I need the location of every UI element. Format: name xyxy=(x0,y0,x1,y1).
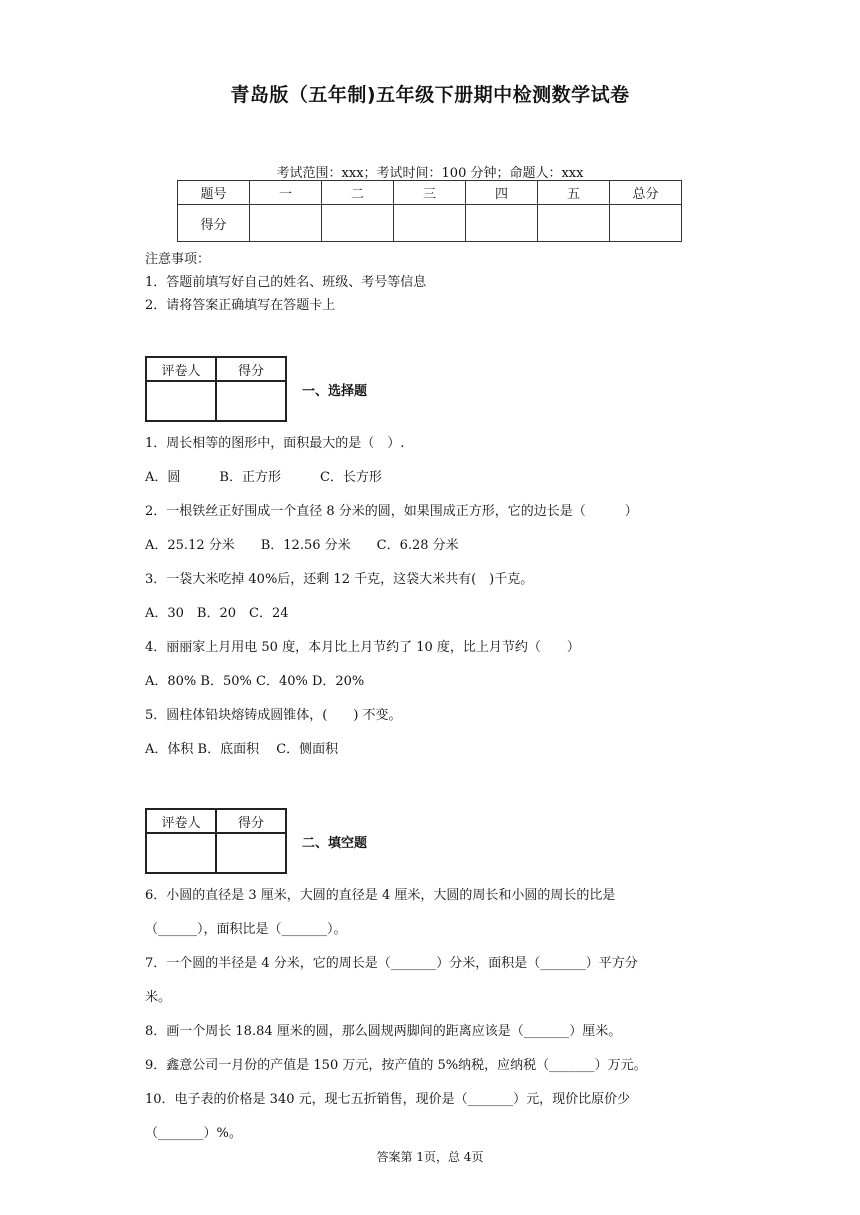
notes xyxy=(145,248,426,317)
page-footer: 答案第 1页，总 4页 xyxy=(376,1150,484,1164)
score-table-header-cell: 一 xyxy=(250,181,322,205)
grader-reviewer-label: 评卷人 xyxy=(146,809,216,833)
grader-score-label: 得分 xyxy=(216,809,286,833)
grader-reviewer-label: 评卷人 xyxy=(146,357,216,381)
page-title: 青岛版（五年制)五年级下册期中检测数学试卷 xyxy=(230,84,630,106)
grader-box xyxy=(145,356,287,422)
option-line: A．30 B．20 C．24 xyxy=(145,606,289,621)
grader-box xyxy=(145,808,287,874)
section-title: 一、选择题 xyxy=(302,384,368,399)
score-table-header-cell: 五 xyxy=(538,181,610,205)
score-cell[interactable] xyxy=(394,205,466,242)
note-item: 2．请将答案正确填写在答题卡上 xyxy=(145,298,336,313)
question-line: 6．小圆的直径是 3 厘米，大圆的直径是 4 厘米，大圆的周长和小圆的周长的比是 xyxy=(145,888,616,903)
section-fill-header xyxy=(145,808,368,874)
question-line: （______），面积比是（_______）。 xyxy=(145,922,347,937)
option-line: A．80% B．50% C．40% D．20% xyxy=(145,674,365,689)
score-table-row-label: 得分 xyxy=(178,205,250,242)
grader-score-label: 得分 xyxy=(216,357,286,381)
score-cell[interactable] xyxy=(250,205,322,242)
question-line: 8．画一个周长 18.84 厘米的圆，那么圆规两脚间的距离应该是（_______）厘米。 xyxy=(145,1024,622,1039)
notes-heading: 注意事项： xyxy=(145,252,211,267)
question-line: 2．一根铁丝正好围成一个直径 8 分米的圆，如果围成正方形，它的边长是（ ） xyxy=(145,504,638,519)
grader-score-cell[interactable] xyxy=(216,833,286,873)
option-line: A．体积 B．底面积 C．侧面积 xyxy=(145,742,339,757)
option-line: A．圆 B．正方形 C．长方形 xyxy=(145,470,382,485)
score-cell[interactable] xyxy=(466,205,538,242)
score-table-score-row xyxy=(178,205,682,242)
score-table-header-row xyxy=(178,181,682,205)
grader-score-cell[interactable] xyxy=(216,381,286,421)
score-table-header-cell: 二 xyxy=(322,181,394,205)
question-line: 4．丽丽家上月用电 50 度，本月比上月节约了 10 度，比上月节约（ ） xyxy=(145,640,580,655)
score-cell[interactable] xyxy=(538,205,610,242)
score-table-header-cell: 四 xyxy=(466,181,538,205)
score-table-header-cell: 总分 xyxy=(610,181,682,205)
section-title: 二、填空题 xyxy=(302,836,368,851)
score-cell[interactable] xyxy=(322,205,394,242)
section-choice-header xyxy=(145,356,368,422)
question-line: 10．电子表的价格是 340 元，现七五折销售，现价是（_______）元，现价比原价少 xyxy=(145,1092,631,1107)
score-table-header-cell: 三 xyxy=(394,181,466,205)
question-line: 7．一个圆的半径是 4 分米，它的周长是（_______）分米，面积是（_______）平方分 xyxy=(145,956,638,971)
grader-reviewer-cell[interactable] xyxy=(146,833,216,873)
question-line: 米。 xyxy=(145,990,172,1005)
score-table xyxy=(177,180,682,242)
exam-info: 考试范围：xxx；考试时间：100 分钟；命题人：xxx xyxy=(276,166,584,181)
grader-reviewer-cell[interactable] xyxy=(146,381,216,421)
score-table-header-cell: 题号 xyxy=(178,181,250,205)
score-cell[interactable] xyxy=(610,205,682,242)
question-line: 3．一袋大米吃掉 40%后，还剩 12 千克，这袋大米共有( )千克。 xyxy=(145,572,534,587)
question-line: 5．圆柱体铅块熔铸成圆锥体，( ) 不变。 xyxy=(145,708,402,723)
question-line: 9．鑫意公司一月份的产值是 150 万元，按产值的 5%纳税，应纳税（_______）万元。 xyxy=(145,1058,647,1073)
note-item: 1．答题前填写好自己的姓名、班级、考号等信息 xyxy=(145,275,427,290)
option-line: A．25.12 分米 B．12.56 分米 C．6.28 分米 xyxy=(145,538,459,553)
question-line: （_______）%。 xyxy=(145,1126,242,1141)
question-line: 1．周长相等的图形中，面积最大的是（ ）. xyxy=(145,436,405,451)
